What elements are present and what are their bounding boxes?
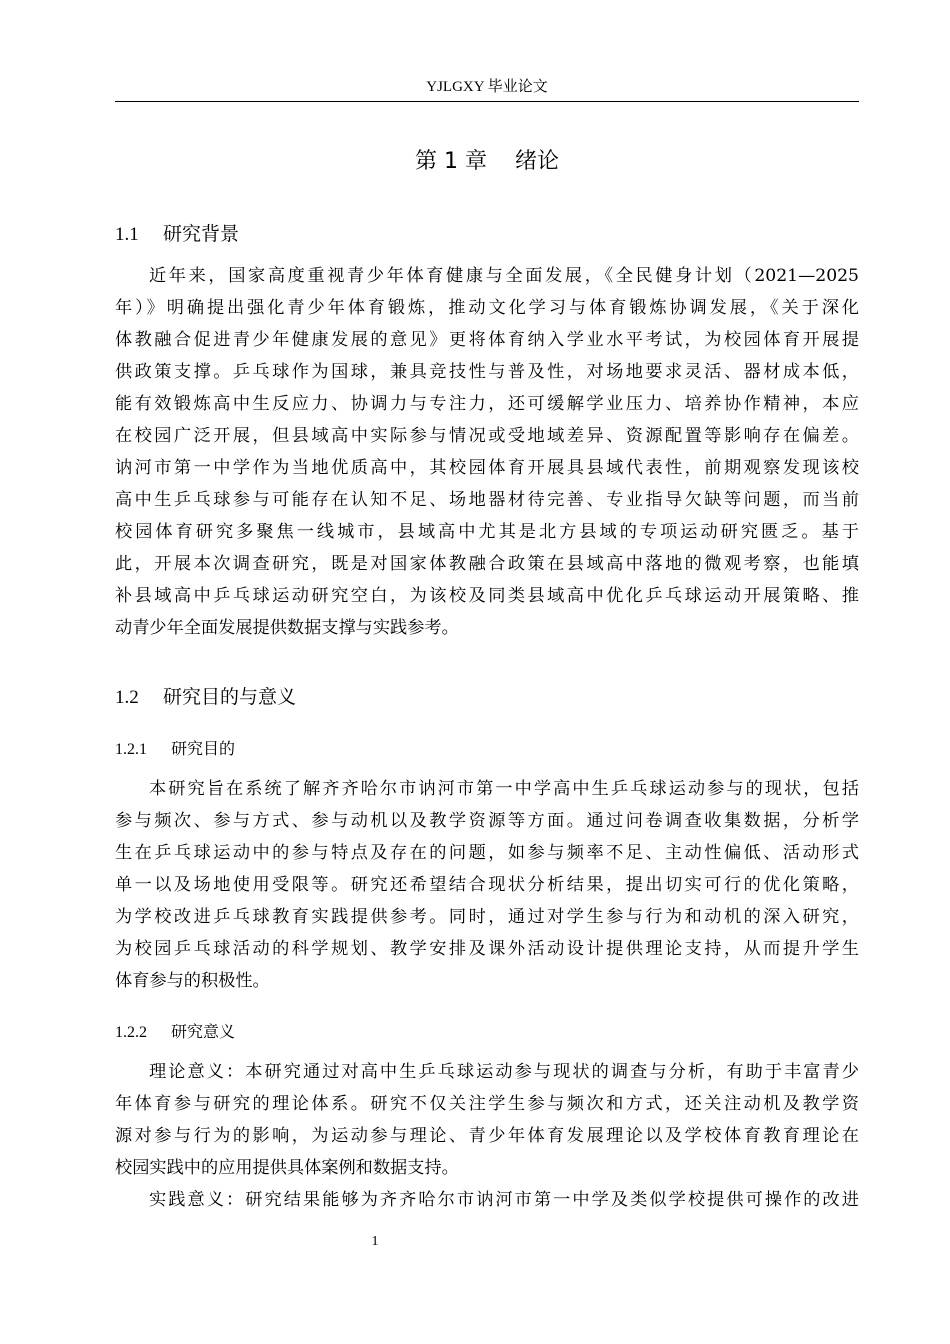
paragraph-line: 校园实践中的应用提供具体案例和数据支持。	[115, 1158, 459, 1178]
running-header: YJLGXY 毕业论文	[426, 79, 548, 95]
paragraph-line: 为学校改进乒乓球教育实践提供参考。同时，通过对学生参与行为和动机的深入研究，	[115, 907, 859, 927]
paragraph-line: 在校园广泛开展，但县域高中实际参与情况或受地域差异、资源配置等影响存在偏差。	[115, 426, 859, 446]
section-number: 1.1	[115, 224, 139, 245]
paragraph-line: 校园体育研究多聚焦一线城市，县域高中尤其是北方县域的专项运动研究匮乏。基于	[115, 522, 859, 542]
paragraph-line: 体教融合促进青少年健康发展的意见》更将体育纳入学业水平考试，为校园体育开展提	[115, 330, 859, 350]
paragraph-line: 动青少年全面发展提供数据支撑与实践参考。	[115, 618, 459, 638]
paragraph-line: 近年来，国家高度重视青少年体育健康与全面发展，《全民健身计划（2021—2025	[149, 266, 859, 286]
section-title: 研究背景	[163, 223, 240, 245]
paragraph-line: 实践意义：研究结果能够为齐齐哈尔市讷河市第一中学及类似学校提供可操作的改进	[149, 1190, 859, 1210]
paragraph-line: 此，开展本次调查研究，既是对国家体教融合政策在县域高中落地的微观考察，也能填	[115, 554, 859, 574]
chapter-title: 第 1 章 绪论	[415, 149, 559, 174]
subsection-title: 研究意义	[171, 1022, 236, 1041]
paragraph-line: 体育参与的积极性。	[115, 971, 270, 991]
subsection-title: 研究目的	[171, 739, 236, 758]
paragraph-line: 补县域高中乒乓球运动研究空白，为该校及同类县域高中优化乒乓球运动开展策略、推	[115, 586, 859, 606]
paragraph-line: 本研究旨在系统了解齐齐哈尔市讷河市第一中学高中生乒乓球运动参与的现状，包括	[149, 779, 859, 799]
paragraph-line: 单一以及场地使用受限等。研究还希望结合现状分析结果，提出切实可行的优化策略，	[115, 875, 859, 895]
paragraph-line: 年体育参与研究的理论体系。研究不仅关注学生参与频次和方式，还关注动机及教学资	[115, 1094, 859, 1114]
section-heading-1-2	[115, 684, 296, 711]
paragraph-line: 参与频次、参与方式、参与动机以及教学资源等方面。通过问卷调查收集数据，分析学	[115, 811, 859, 831]
page-number: 1	[371, 1234, 379, 1249]
paragraph-line: 供政策支撑。乒乓球作为国球，兼具竞技性与普及性，对场地要求灵活、器材成本低，	[115, 362, 859, 382]
paragraph-line: 生在乒乓球运动中的参与特点及存在的问题，如参与频率不足、主动性偏低、活动形式	[115, 843, 859, 863]
paragraph-line: 讷河市第一中学作为当地优质高中，其校园体育开展具县域代表性，前期观察发现该校	[115, 458, 859, 478]
paragraph-line: 理论意义：本研究通过对高中生乒乓球运动参与现状的调查与分析，有助于丰富青少	[149, 1062, 859, 1082]
paragraph-line: 高中生乒乓球参与可能存在认知不足、场地器材待完善、专业指导欠缺等问题，而当前	[115, 490, 859, 510]
section-number: 1.2	[115, 687, 139, 708]
subsection-number: 1.2.1	[115, 741, 147, 758]
section-title: 研究目的与意义	[163, 686, 297, 708]
paragraph-line: 源对参与行为的影响，为运动参与理论、青少年体育发展理论以及学校体育教育理论在	[115, 1126, 859, 1146]
subsection-number: 1.2.2	[115, 1024, 147, 1041]
subsection-heading-1-2-1	[115, 738, 235, 761]
paragraph-line: 能有效锻炼高中生反应力、协调力与专注力，还可缓解学业压力、培养协作精神，本应	[115, 394, 859, 414]
subsection-heading-1-2-2	[115, 1021, 235, 1044]
paragraph-line: 年）》明确提出强化青少年体育锻炼，推动文化学习与体育锻炼协调发展，《关于深化	[115, 298, 859, 318]
paragraph-line: 为校园乒乓球活动的科学规划、教学安排及课外活动设计提供理论支持，从而提升学生	[115, 939, 859, 959]
header-rule	[115, 101, 859, 102]
section-heading-1-1	[115, 221, 239, 248]
